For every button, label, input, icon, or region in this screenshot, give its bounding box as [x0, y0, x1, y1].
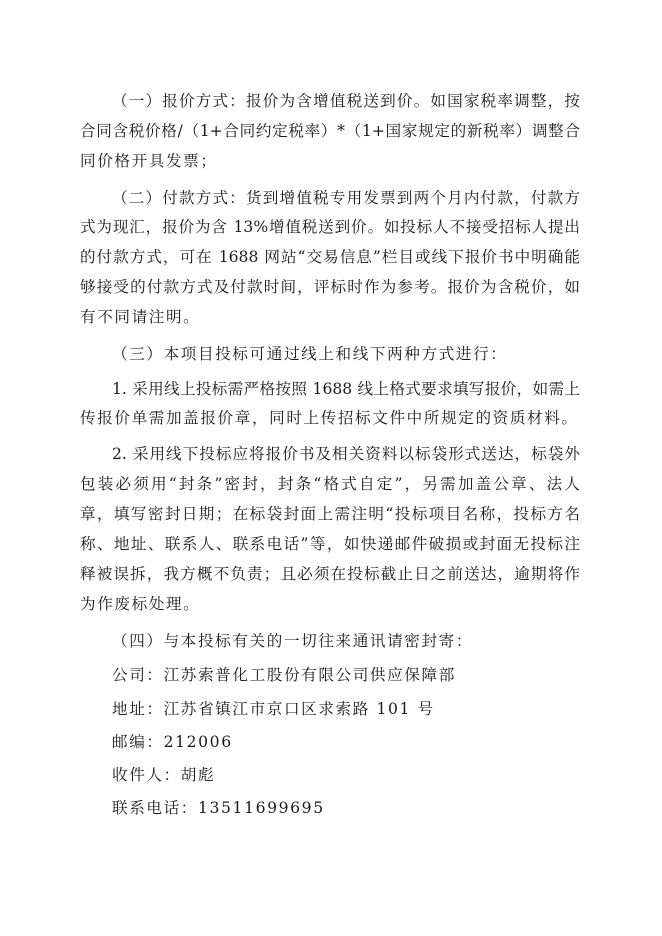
contact-company-value: 江苏索普化工股份有限公司供应保障部: [163, 666, 456, 684]
paragraph-payment-method-line-4: 够接受的付款方式及付款时间，评标时作为参考。报价为含税价，如: [80, 278, 580, 296]
paragraph-online-bidding-line-1: 1. 采用线上投标需严格按照 1688 线上格式要求填写报价，如需上: [112, 380, 580, 398]
paragraph-quote-method-line-1: （一）报价方式：报价为含增值税送到价。如国家税率调整，按: [112, 92, 580, 110]
paragraph-correspondence-line-1: （四）与本投标有关的一切往来通讯请密封寄：: [112, 632, 474, 650]
paragraph-offline-bidding-line-4: 称、地址、联系人、联系电话”等，如快递邮件破损或封面无投标注: [80, 535, 580, 553]
paragraph-payment-method-line-2: 式为现汇，报价为含 13%增值税送到价。如投标人不接受招标人提出: [80, 218, 580, 236]
contact-company: [112, 664, 572, 686]
contact-address: [112, 698, 572, 720]
paragraph-quote-method-line-3: 同价格开具发票；: [80, 152, 218, 170]
paragraph-offline-bidding-line-5: 释被误拆，我方概不负责；且必须在投标截止日之前送达，逾期将作: [80, 565, 580, 583]
paragraph-bidding-modes-line-1: （三）本项目投标可通过线上和线下两种方式进行：: [112, 345, 508, 363]
paragraph-offline-bidding-line-3: 章，填写密封日期；在标袋封面上需注明“投标项目名称，投标方名: [80, 505, 580, 523]
paragraph-online-bidding-line-2: 传报价单需加盖报价章，同时上传招标文件中所规定的资质材料。: [80, 409, 579, 427]
paragraph-payment-method-line-5: 有不同请注明。: [80, 308, 201, 326]
contact-phone-label: 联系电话：: [112, 799, 198, 817]
paragraph-offline-bidding-line-1: 2. 采用线下投标应将报价书及相关资料以标袋形式送达，标袋外: [112, 445, 580, 463]
paragraph-quote-method-line-2: 合同含税价格/（1+合同约定税率）*（1+国家规定的新税率）调整合: [80, 122, 580, 140]
paragraph-offline-bidding-line-2: 包装必须用“封条”密封，封条“格式自定”，另需加盖公章、法人: [80, 475, 580, 493]
paragraph-offline-bidding-line-6: 为作废标处理。: [80, 595, 201, 613]
paragraph-payment-method-line-1: （二）付款方式：货到增值税专用发票到两个月内付款，付款方: [112, 189, 580, 207]
contact-recipient-value: 胡彪: [180, 766, 216, 784]
contact-postcode: [112, 731, 572, 753]
contact-address-value: 江苏省镇江市京口区求索路 101 号: [163, 700, 435, 718]
contact-recipient-label: 收件人：: [112, 766, 181, 784]
contact-address-label: 地址：: [112, 700, 164, 718]
contact-postcode-label: 邮编：: [112, 733, 164, 751]
contact-phone-value: 13511699695: [197, 799, 325, 817]
contact-company-label: 公司：: [112, 666, 164, 684]
contact-postcode-value: 212006: [163, 733, 233, 751]
contact-recipient: [112, 764, 572, 786]
contact-phone: [112, 797, 572, 819]
paragraph-payment-method-line-3: 的付款方式，可在 1688 网站“交易信息”栏目或线下报价书中明确能: [80, 248, 580, 266]
